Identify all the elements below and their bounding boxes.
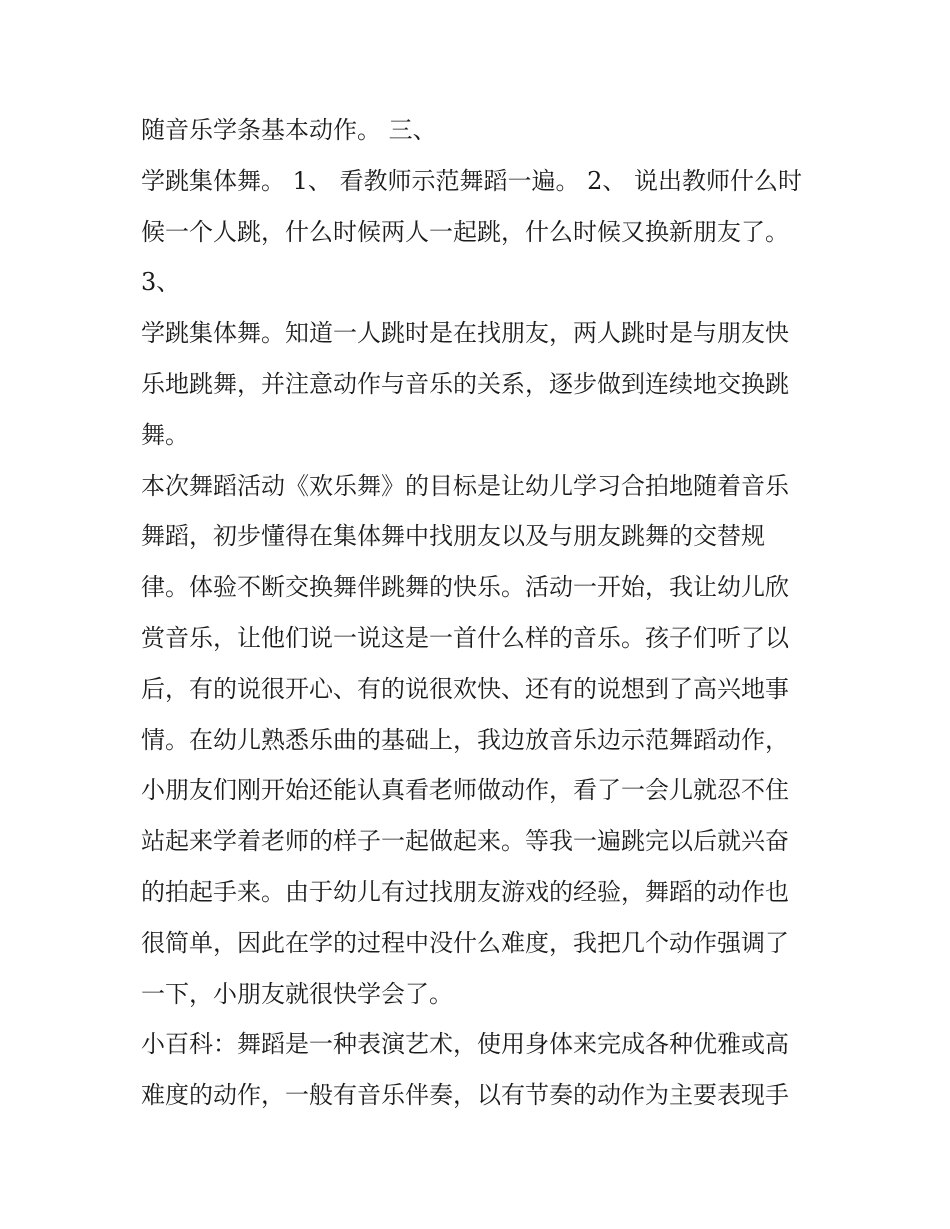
text-line: 小朋友们刚开始还能认真看老师做动作，看了一会儿就忍不住 [141,776,789,805]
text-line: 舞蹈，初步懂得在集体舞中找朋友以及与朋友跳舞的交替规 [141,522,765,551]
text-line: 情。在幼儿熟悉乐曲的基础上，我边放音乐边示范舞蹈动作， [141,725,789,754]
text-line: 随音乐学条基本动作。 三、 [141,116,437,144]
text-line: 很简单，因此在学的过程中没什么难度，我把几个动作强调了 [141,928,789,957]
document-body [141,105,821,1121]
text-line: 3、 [141,268,181,297]
text-line: 乐地跳舞，并注意动作与音乐的关系，逐步做到连续地交换跳 [141,369,789,398]
text-line: 一下，小朋友就很快学会了。 [141,979,453,1008]
text-line: 本次舞蹈活动《欢乐舞》的目标是让幼儿学习合拍地随着音乐 [141,471,789,500]
text-line: 学跳集体舞。知道一人跳时是在找朋友，两人跳时是与朋友快 [141,319,789,348]
text-line: 学跳集体舞。 1、 看教师示范舞蹈一遍。 2、 说出教师什么时 [141,166,803,195]
text-line: 小百科：舞蹈是一种表演艺术，使用身体来完成各种优雅或高 [141,1030,789,1059]
text-line: 候一个人跳，什么时候两人一起跳，什么时候又换新朋友了。 [141,217,789,246]
text-line: 难度的动作，一般有音乐伴奏，以有节奏的动作为主要表现手 [141,1081,789,1110]
text-line: 后，有的说很开心、有的说很欢快、还有的说想到了高兴地事 [141,674,789,703]
text-line: 舞。 [141,420,189,449]
text-line: 站起来学着老师的样子一起做起来。等我一遍跳完以后就兴奋 [141,827,789,856]
text-line: 律。体验不断交换舞伴跳舞的快乐。活动一开始，我让幼儿欣 [141,573,789,602]
text-line: 赏音乐，让他们说一说这是一首什么样的音乐。孩子们听了以 [141,623,789,652]
text-line: 的拍起手来。由于幼儿有过找朋友游戏的经验，舞蹈的动作也 [141,877,789,906]
